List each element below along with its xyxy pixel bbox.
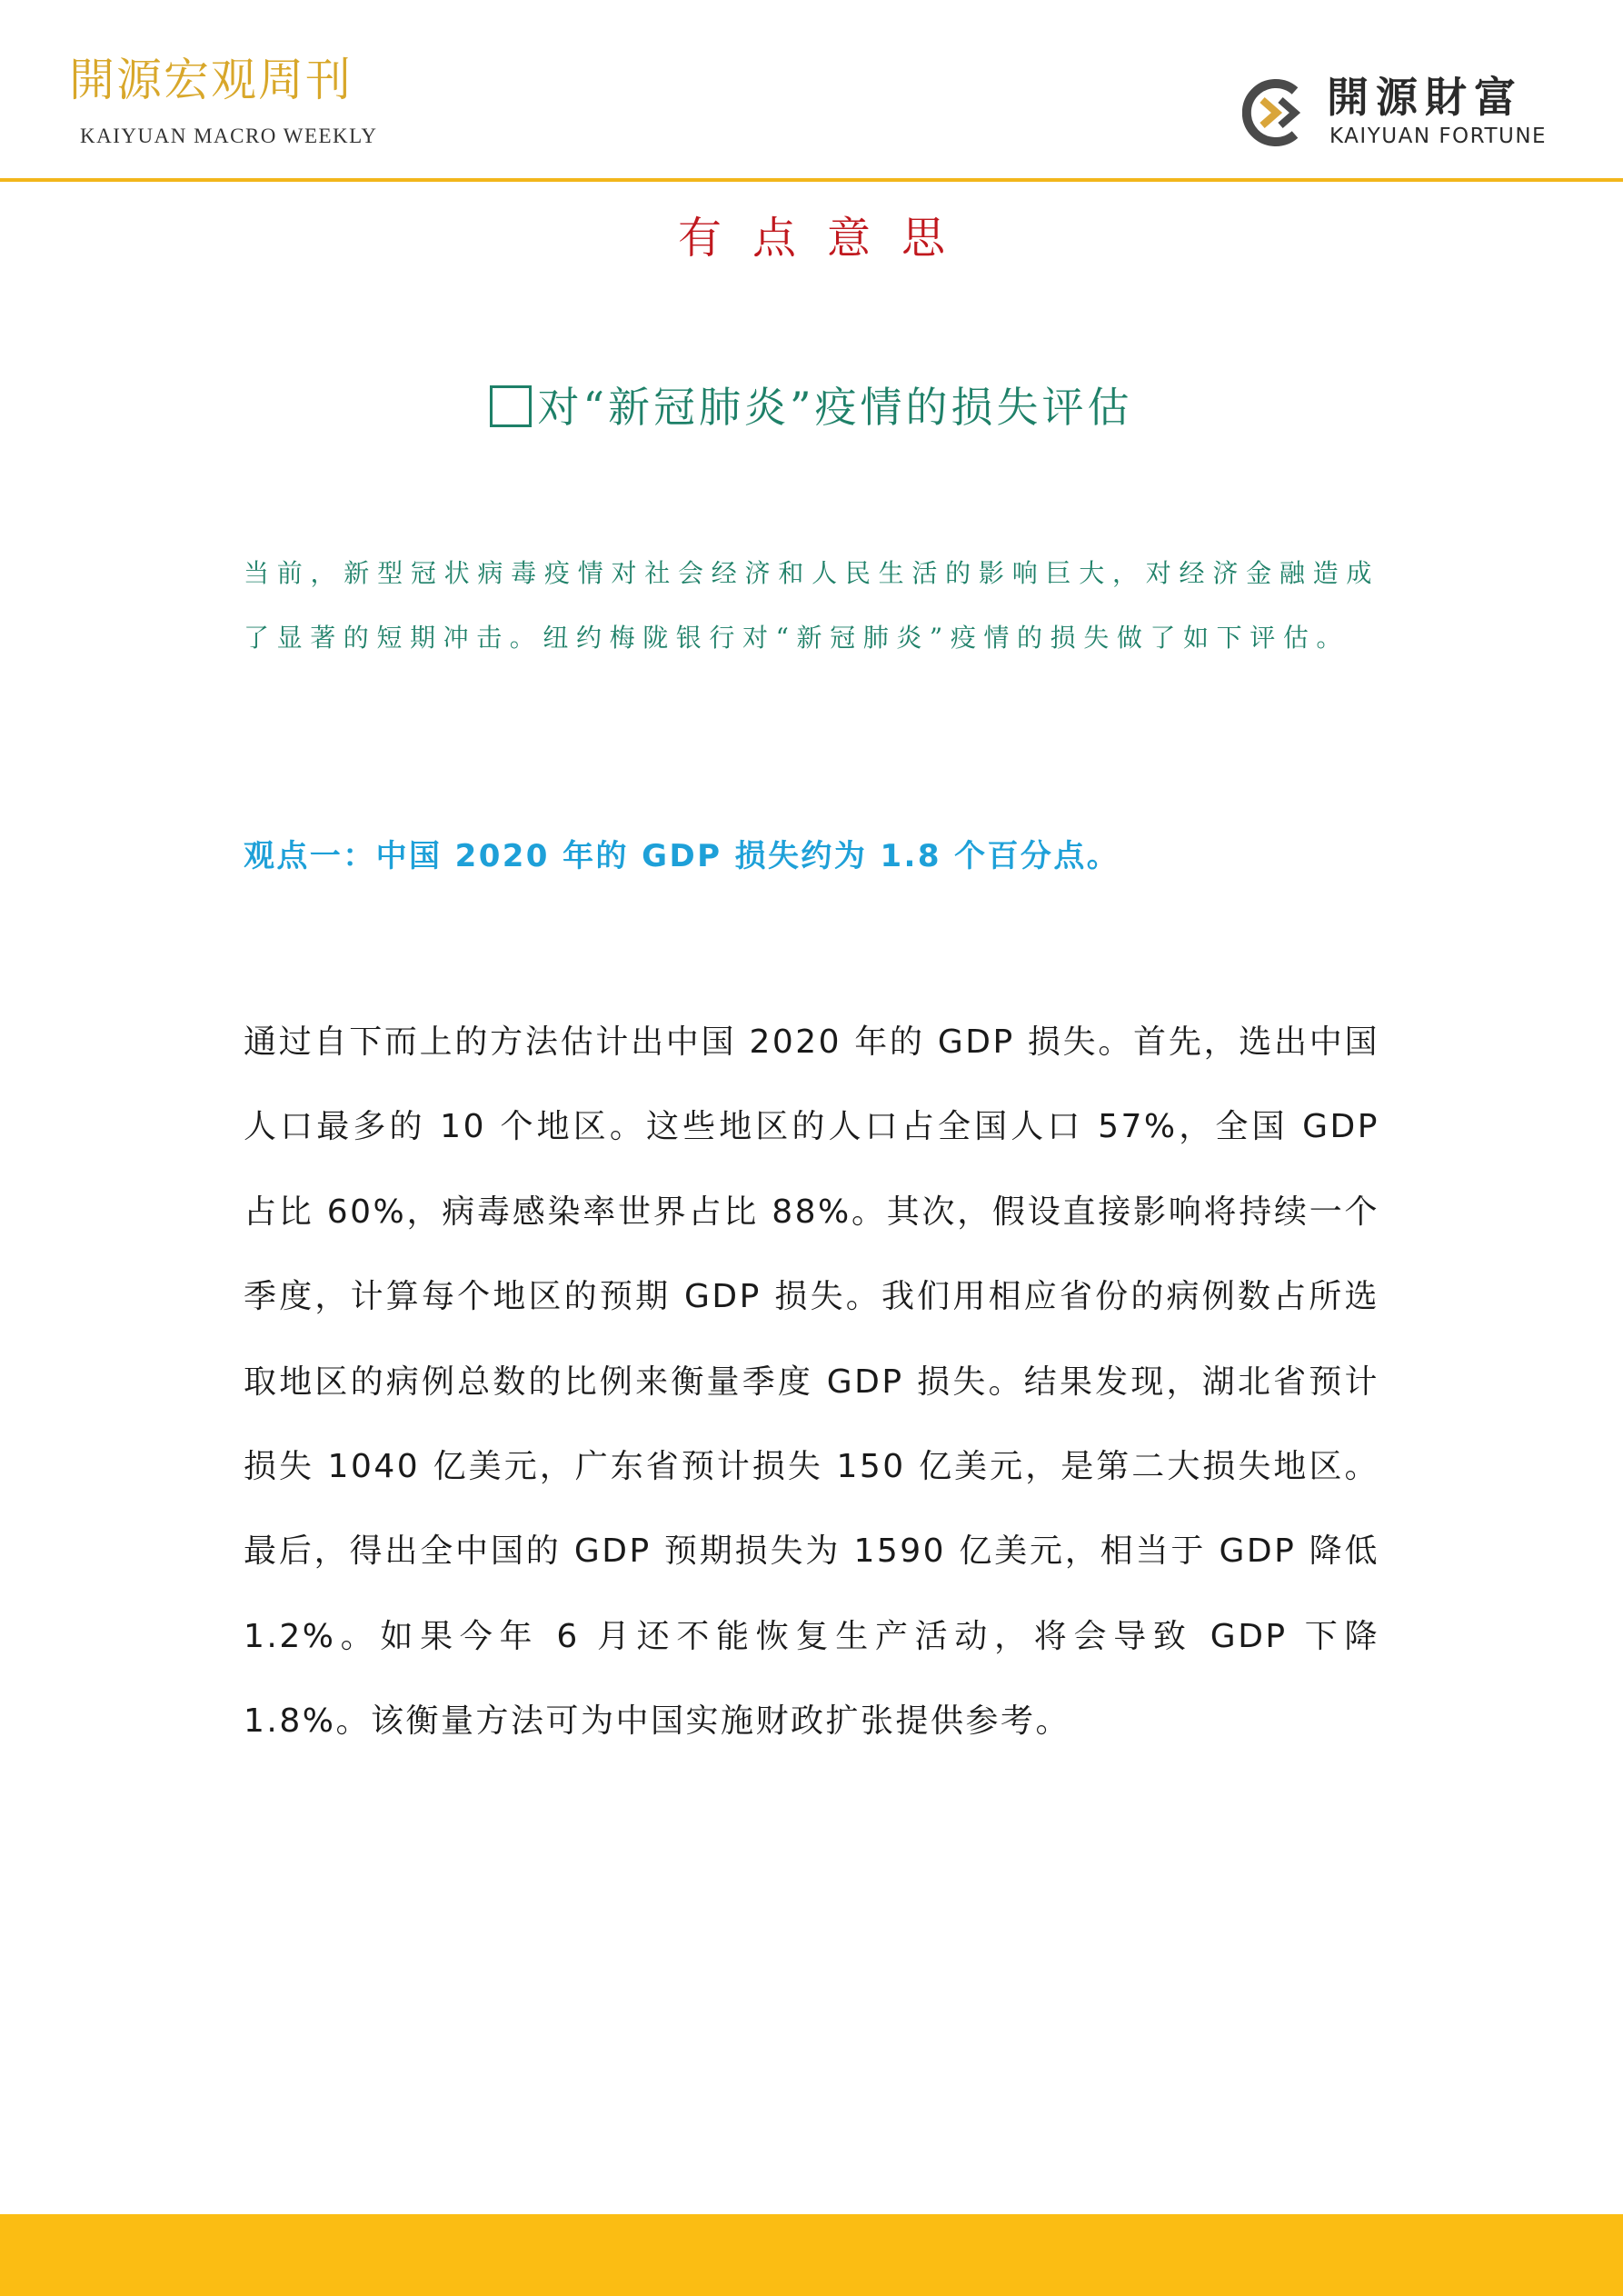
article-title [0,380,1623,434]
brand-name-english: KAIYUAN FORTUNE [1329,125,1548,148]
section-title [0,211,1623,265]
brand-name: 開源財富 [1327,73,1523,122]
square-outline-icon [490,385,532,427]
article-title-text: 对“新冠肺炎”疫情的损失评估 [537,383,1133,432]
kaiyuan-fortune-logo-icon [1242,76,1315,149]
viewpoint-heading: 观点一：中国 2020 年的 GDP 损失约为 1.8 个百分点。 [244,838,1120,874]
header-divider [0,178,1623,182]
article-body: 通过自下而上的方法估计出中国 2020 年的 GDP 损失。首先，选出中国人口最多的 10 个地区。这些地区的人口占全国人口 57%，全国 GDP 占比 60%，病毒感染率世界占比 88%。其次，假设直接影响将持续一个季度，计算每个地区的预期 GDP 损失。我们用相应省份的病例数占所选取地区的病例总数的比例来衡量季度 GDP 损失。结果发现，湖北省预计损失 1040 亿美元，广东省预计损失 150 亿美元，是第二大损失地区。最后，得出全中国的 GDP 预期损失为 1590 亿美元，相当于 GDP 降低 1.2%。如果今年 6 月还不能恢复生产活动，将会导致 GDP 下降 1.8%。该衡量方法可为中国实施财政扩张提供参考。 [244,1023,1379,1741]
article-abstract: 当前，新型冠状病毒疫情对社会经济和人民生活的影响巨大，对经济金融造成了显著的短期冲击。纽约梅陇银行对“新冠肺炎”疫情的损失做了如下评估。 [244,558,1379,653]
section-title-text: 有点意思 [677,213,976,264]
footer-bar [0,2214,1623,2296]
publication-title: 開源宏观周刊 [69,54,353,106]
publication-subtitle: KAIYUAN MACRO WEEKLY [80,125,378,147]
